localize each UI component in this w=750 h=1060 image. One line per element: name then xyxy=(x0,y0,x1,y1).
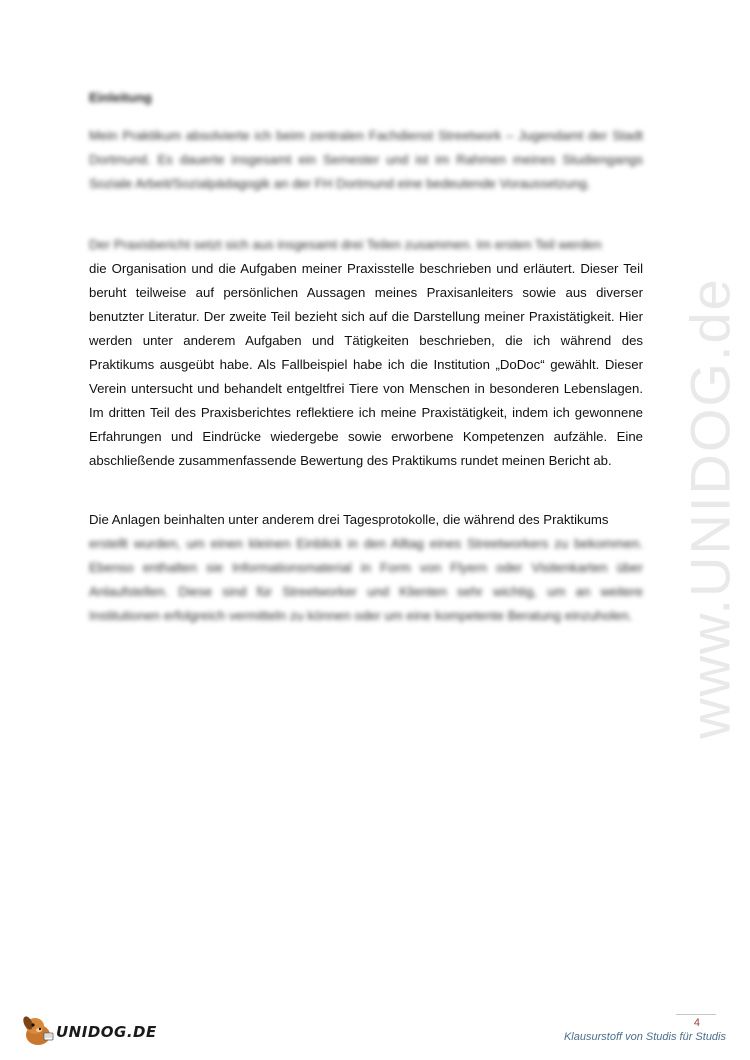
blurred-paragraph-1: Mein Praktikum absolvierte ich beim zentralen Fachdienst Streetwork – Jugendamt der Stadt Dortmund. Es dauerte insgesamt ein Semester und ist im Rahmen meines Studiengangs Soziale Arbeit/Sozialpädagogik an der FH Dortmund eine bedeutende Voraussetzung. xyxy=(89,128,643,191)
unidog-logo xyxy=(20,1013,157,1047)
blurred-paragraph-3: erstellt wurden, um einen kleinen Einblick in den Alltag eines Streetworkers zu bekommen. Ebenso enthalten sie Informationsmaterial in Form von Flyern oder Visitenkarten über Anlaufstellen. Diese sind für Streetworker und Klienten sehr wichtig, um an weitere Institutionen erfolgreich vermitteln zu können oder um eine kompetente Beratung einzuholen. xyxy=(89,536,643,623)
blurred-paragraph-2-line: Der Praxisbericht setzt sich aus insgesamt drei Teilen zusammen. Im ersten Teil werden xyxy=(89,237,602,252)
visible-paragraph-2: die Organisation und die Aufgaben meiner Praxisstelle beschrieben und erläutert. Dieser Teil beruht teilweise auf persönlichen Aussagen meines Praxisanleiters sowie aus diverser benutzter Literatur. Der zweite Teil bezieht sich auf die Darstellung meiner Praxistätigkeit. Hier werden unter anderem Aufgaben und Tätigkeiten beschrieben, die ich während des Praktikums ausgeübt habe. Als Fallbeispiel habe ich die Institution „DoDoc“ gewählt. Dieser Verein untersucht und behandelt entgeltfrei Tiere von Menschen in besonderen Lebenslagen. Im dritten Teil des Praxisberichtes reflektiere ich meine Praxistätigkeit, indem ich gewonnene Erfahrungen und Eindrücke wiedergebe sowie erworbene Kompetenzen aufzähle. Eine abschließende zusammenfassende Bewertung des Praktikums rundet meinen Bericht ab. xyxy=(89,261,643,468)
page-number: 4 xyxy=(693,1017,700,1029)
logo-text: UNIDOG.DE xyxy=(56,1023,157,1041)
footer-divider xyxy=(676,1014,716,1015)
watermark: www.UNIDOG.de xyxy=(678,277,742,739)
visible-paragraph-3-line: Die Anlagen beinhalten unter anderem drei Tagesprotokolle, die während des Praktikums xyxy=(89,512,609,527)
section-heading: Einleitung xyxy=(89,90,152,105)
footer-tagline: Klausurstoff von Studis für Studis xyxy=(563,1031,726,1043)
dog-mascot-icon xyxy=(20,1013,56,1047)
